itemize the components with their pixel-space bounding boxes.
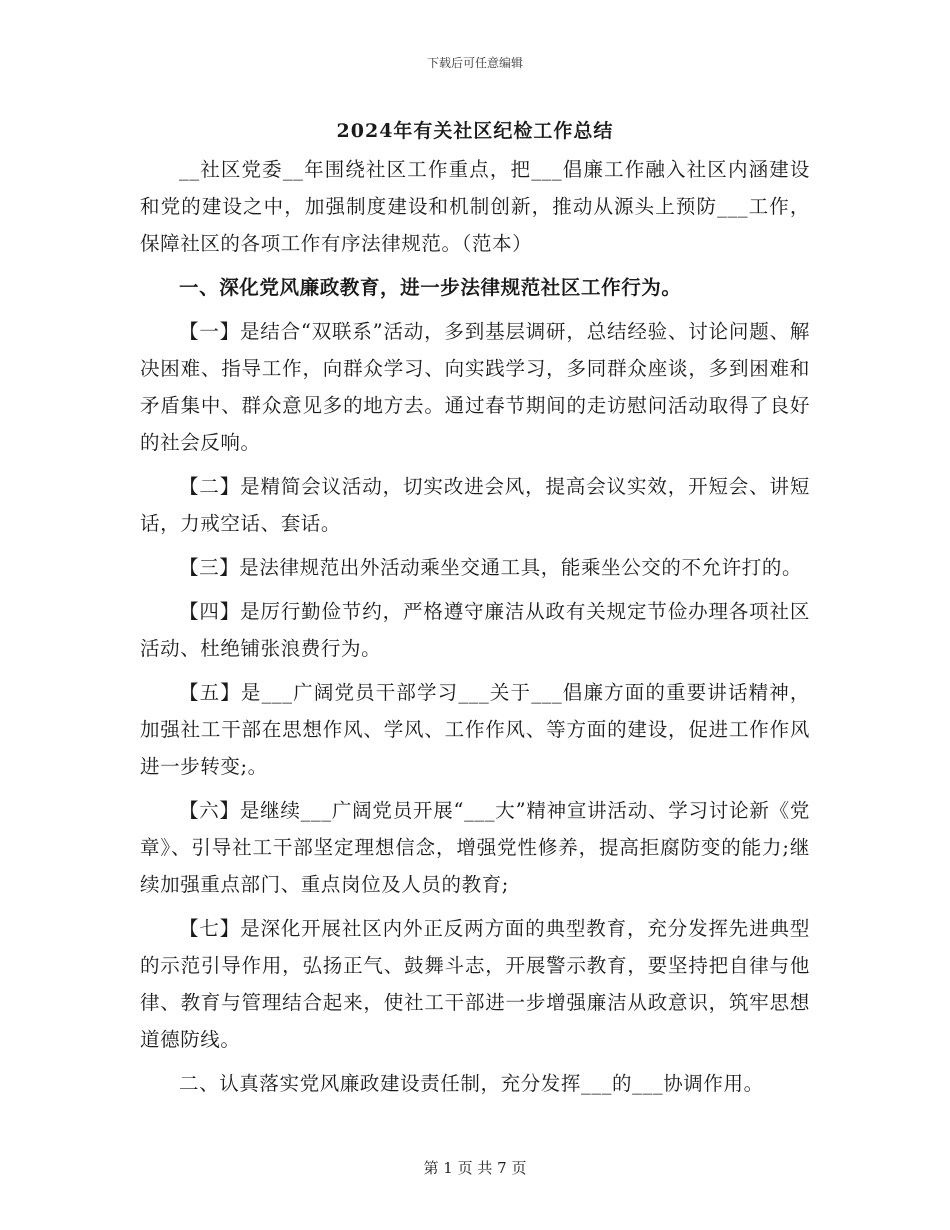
header-note: 下载后可任意编辑 [426,56,523,70]
item-paragraph-5: 【五】是___广阔党员干部学习___关于___倡廉方面的重要讲话精神，加强社工干部在思想作风、学风、工作作风、等方面的建设，促进工作作风进一步转变;。 [140,681,810,778]
item-paragraph-2: 【二】是精简会议活动，切实改进会风，提高会议实效，开短会、讲短话，力戒空话、套话。 [140,475,810,535]
item-paragraph-1: 【一】是结合“双联系”活动，多到基层调研，总结经验、讨论问题、解决困难、指导工作，向群众学习、向实践学习，多同群众座谈，多到困难和矛盾集中、群众意见多的地方去。通过春节期间的走访慰问活动取得了良好的社会反响。 [140,320,810,454]
document-title: 2024年有关社区纪检工作总结 [336,120,614,142]
intro-paragraph: __社区党委__年围绕社区工作重点，把___倡廉工作融入社区内涵建设和党的建设之中，加强制度建设和机制创新，推动从源头上预防___工作，保障社区的各项工作有序法律规范。（范本） [140,158,810,255]
item-paragraph-7: 【七】是深化开展社区内外正反两方面的典型教育，充分发挥先进典型的示范引导作用，弘扬正气、鼓舞斗志，开展警示教育，要坚持把自律与他律、教育与管理结合起来，使社工干部进一步增强廉洁从政意识，筑牢思想道德防线。 [140,917,810,1051]
item-paragraph-6: 【六】是继续___广阔党员开展“___大”精神宣讲活动、学习讨论新《党章》、引导社工干部坚定理想信念，增强党性修养，提高拒腐防变的能力;继续加强重点部门、重点岗位及人员的教育; [140,799,810,896]
section-heading-2: 二、认真落实党风廉政建设责任制，充分发挥___的___协调作用。 [179,1072,764,1095]
item-paragraph-4: 【四】是厉行勤俭节约，严格遵守廉洁从政有关规定节俭办理各项社区活动、杜绝铺张浪费行为。 [140,600,810,660]
document-body [140,151,810,1109]
page-number-footer: 第 1 页 共 7 页 [423,1159,527,1177]
item-paragraph-3: 【三】是法律规范出外活动乘坐交通工具，能乘坐公交的不允许打的。 [179,556,803,579]
section-heading-1: 一、深化党风廉政教育，进一步法律规范社区工作行为。 [179,276,682,299]
